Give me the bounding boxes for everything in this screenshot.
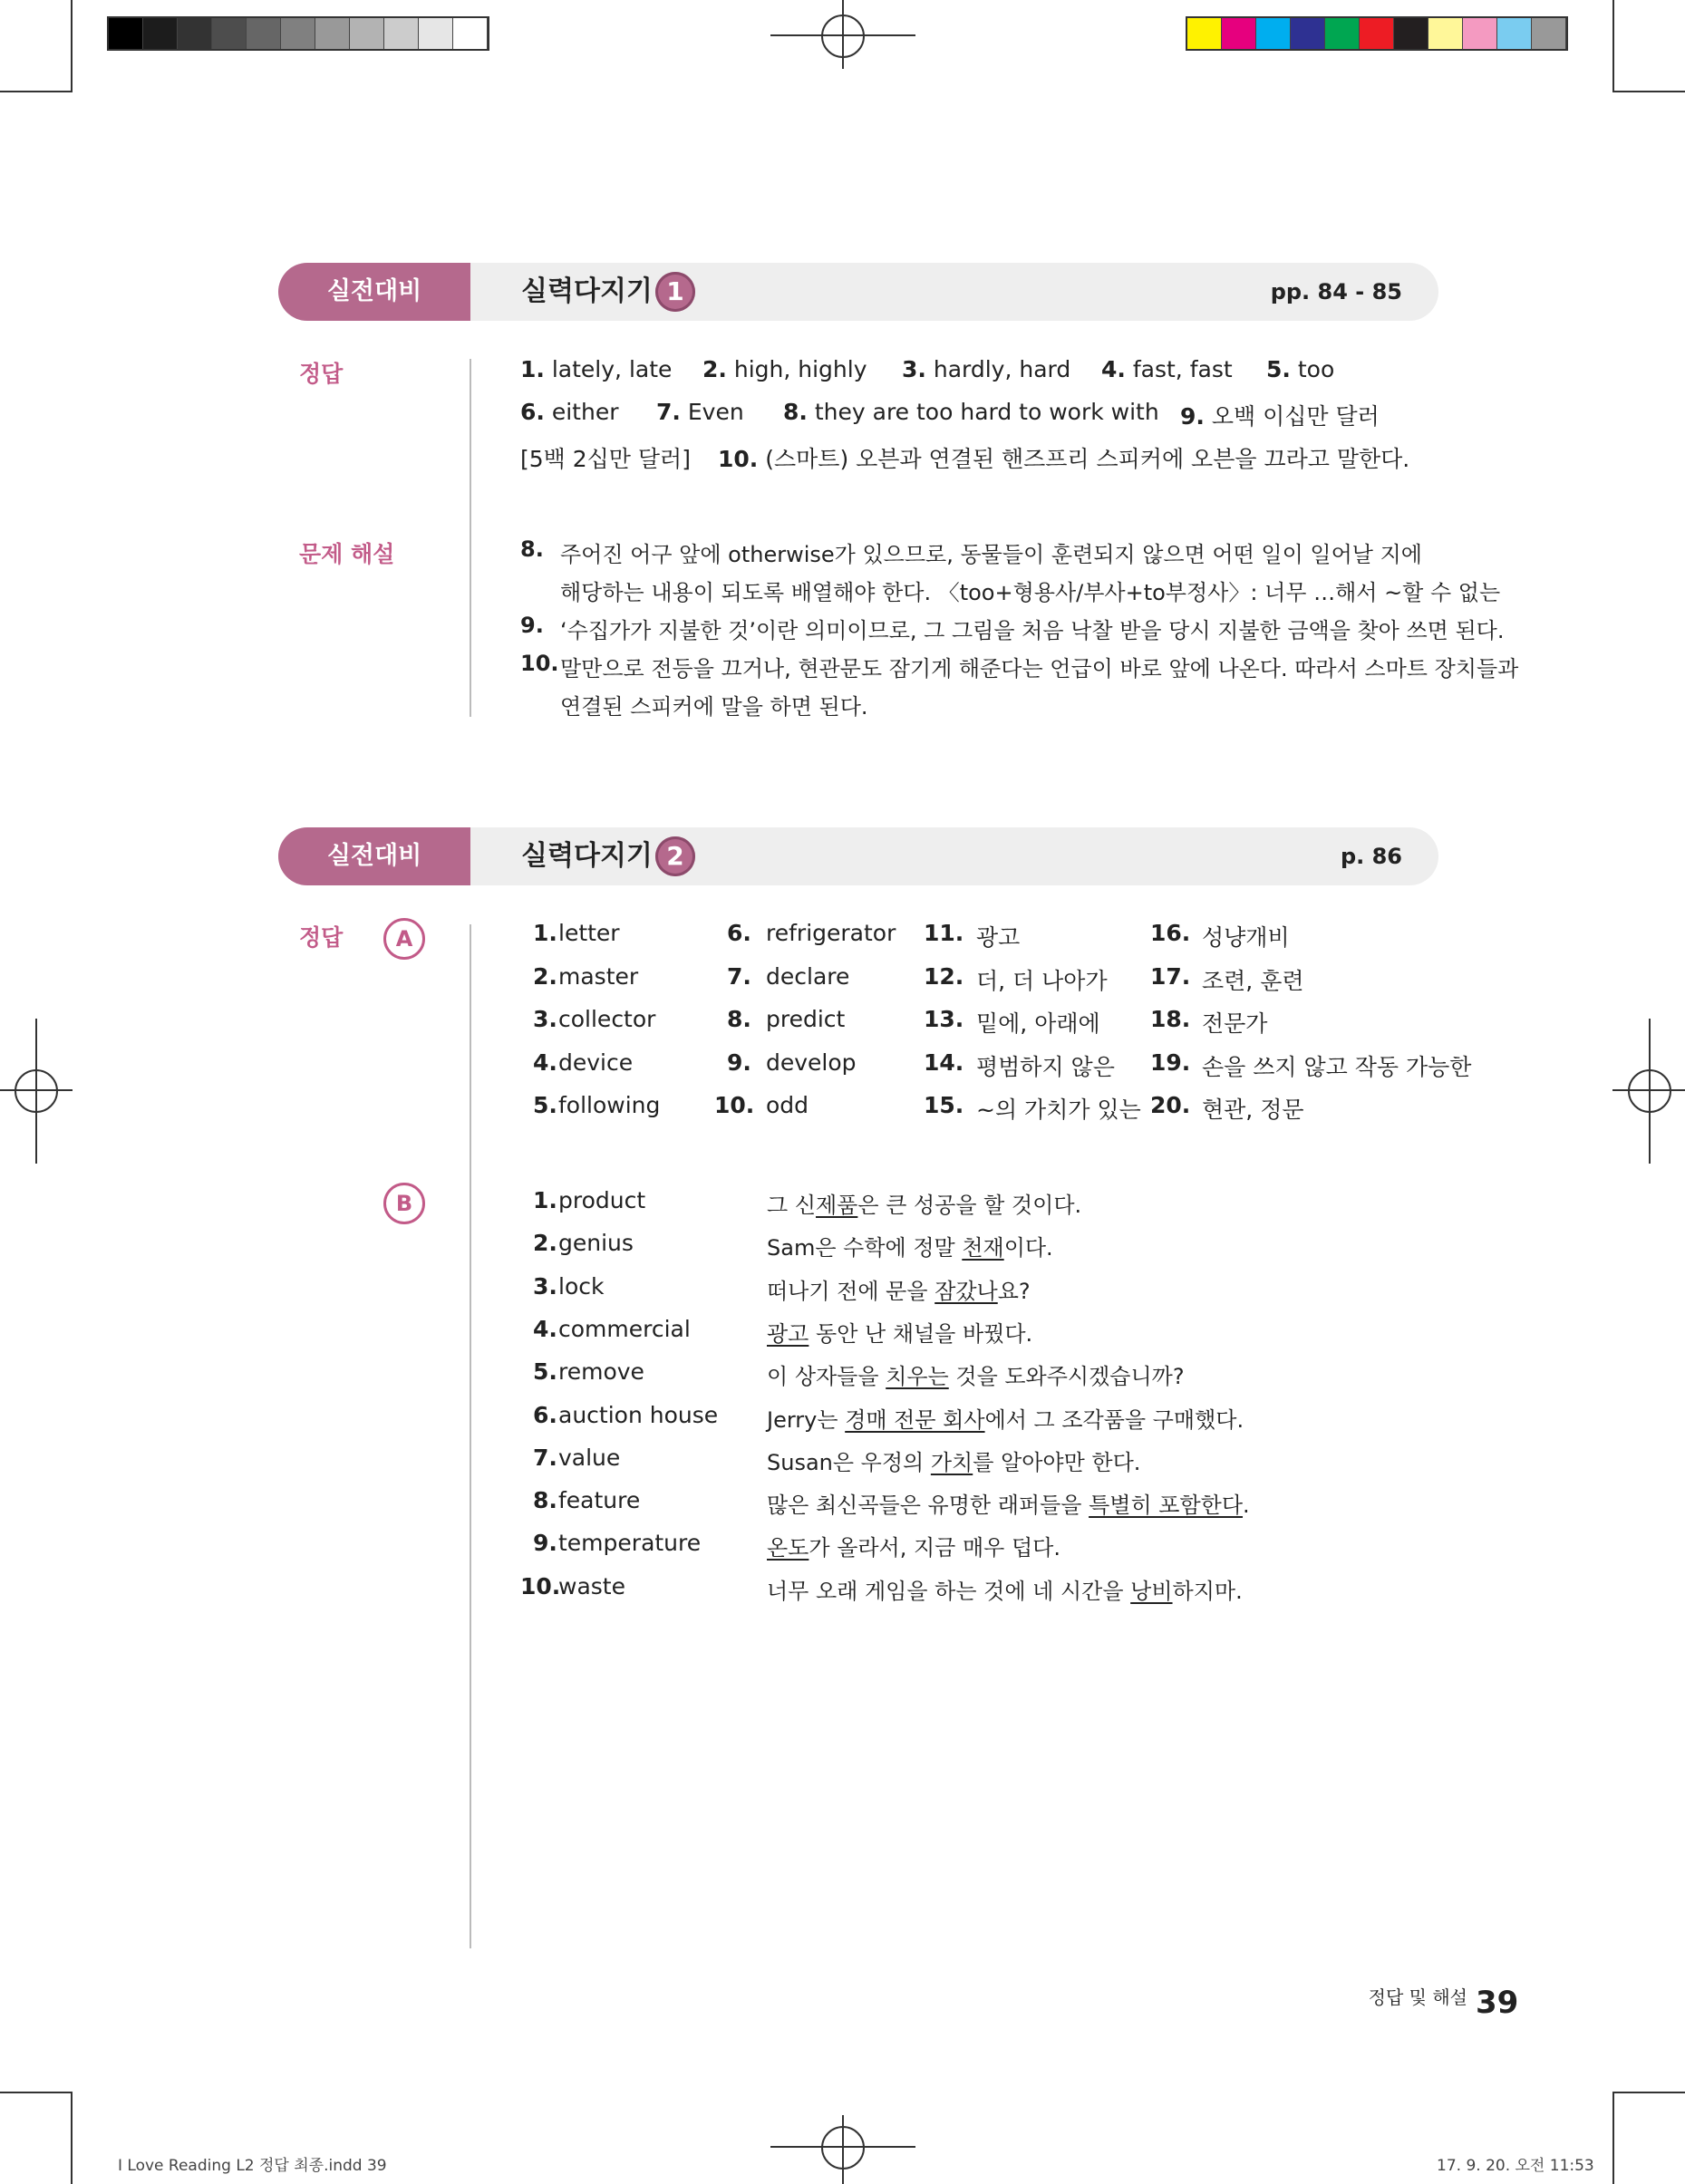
section-title: 실력다지기 bbox=[521, 840, 653, 872]
answer-word: auction house bbox=[558, 1401, 719, 1428]
answer-number: 2. bbox=[533, 1230, 557, 1257]
explanation-text: 연결된 스피커에 말을 하면 된다. bbox=[560, 694, 868, 720]
answer-text: device bbox=[558, 1049, 634, 1076]
color-swatch-bar bbox=[1186, 16, 1568, 51]
color-swatch bbox=[1497, 18, 1532, 49]
sentence-post: 를 알아야만 한다. bbox=[973, 1449, 1141, 1475]
sentence-pre: 많은 최신곡들은 유명한 래퍼들을 bbox=[767, 1493, 1089, 1519]
example-sentence bbox=[767, 1358, 1185, 1390]
answer-text: (스마트) 오븐과 연결된 핸즈프리 스피커에 오븐을 끄라고 말한다. bbox=[765, 446, 1410, 472]
example-sentence bbox=[767, 1230, 1053, 1261]
answer-item bbox=[520, 399, 619, 425]
answer-number: 2. bbox=[702, 356, 727, 382]
answer-word: temperature bbox=[558, 1530, 702, 1557]
answer-number: 6. bbox=[727, 920, 751, 946]
answer-item bbox=[1101, 356, 1233, 382]
answer-number: 6. bbox=[533, 1401, 557, 1428]
answer-number: 1. bbox=[533, 920, 557, 946]
answer-number: 10. bbox=[718, 446, 759, 472]
answer-number: 4. bbox=[533, 1315, 557, 1342]
answer-number: 20. bbox=[1150, 1092, 1191, 1118]
color-swatch bbox=[1222, 18, 1256, 49]
answer-text: either bbox=[551, 399, 619, 425]
example-sentence bbox=[767, 1316, 1032, 1348]
color-swatch bbox=[1428, 18, 1463, 49]
crop-mark bbox=[1612, 0, 1614, 92]
sentence-post: 하지마. bbox=[1172, 1578, 1243, 1604]
example-sentence bbox=[767, 1187, 1081, 1219]
sentence-pre: 너무 오래 게임을 하는 것에 네 시간을 bbox=[767, 1578, 1131, 1604]
crop-mark bbox=[0, 91, 73, 92]
page-reference: pp. 84 - 85 bbox=[1270, 279, 1402, 304]
answer-number: 7. bbox=[533, 1444, 557, 1471]
answer-number: 5. bbox=[1266, 356, 1291, 382]
slug-file-info: I Love Reading L2 정답 최종.indd 39 bbox=[118, 2157, 387, 2175]
answer-number: 2. bbox=[533, 962, 557, 990]
sentence-underlined: 특별히 포함한다 bbox=[1089, 1493, 1244, 1519]
answer-number: 7. bbox=[656, 399, 681, 425]
answer-text: Even bbox=[687, 399, 744, 425]
answer-text: ~의 가치가 있는 bbox=[976, 1097, 1141, 1123]
crop-mark bbox=[71, 0, 73, 92]
answer-number: 9. bbox=[727, 1049, 751, 1076]
answer-word: value bbox=[558, 1444, 621, 1471]
answer-item bbox=[1180, 399, 1380, 431]
color-swatch bbox=[1256, 18, 1291, 49]
section-tag: 실전대비 bbox=[278, 827, 470, 885]
color-swatch bbox=[1394, 18, 1428, 49]
answer-number: 11. bbox=[924, 920, 964, 946]
answer-text: too bbox=[1297, 356, 1335, 382]
page-reference: p. 86 bbox=[1340, 844, 1402, 869]
answer-text: 밑에, 아래에 bbox=[976, 1010, 1100, 1037]
answer-item bbox=[718, 441, 1409, 474]
gray-swatch bbox=[281, 18, 315, 49]
section-header-2 bbox=[278, 827, 1438, 885]
answer-word: lock bbox=[558, 1272, 605, 1300]
answer-number: 4. bbox=[533, 1049, 557, 1076]
registration-crosshair bbox=[35, 1019, 37, 1164]
answer-text: refrigerator bbox=[766, 920, 896, 946]
footer-label: 정답 및 해설 bbox=[1368, 1986, 1467, 2008]
answer-number: 5. bbox=[533, 1358, 557, 1386]
crop-mark bbox=[71, 2092, 73, 2184]
explanation-text: 해당하는 내용이 되도록 배열해야 한다. 〈too+형용사/부사+to부정사〉: 너무 …해서 ~할 수 없는 bbox=[560, 580, 1501, 605]
crop-mark bbox=[1612, 2092, 1614, 2184]
explanation-label: 문제 해설 bbox=[299, 541, 395, 567]
color-swatch bbox=[1360, 18, 1394, 49]
answer-number: 5. bbox=[533, 1092, 557, 1118]
sentence-post: 것을 도와주시겠습니까? bbox=[948, 1364, 1185, 1390]
gray-swatch bbox=[419, 18, 453, 49]
explanation-text: 주어진 어구 앞에 otherwise가 있으므로, 동물들이 훈련되지 않으면 어떤 일이 일어날 지에 bbox=[560, 542, 1422, 567]
example-sentence bbox=[767, 1273, 1031, 1305]
explanation-text: 말만으로 전등을 끄거나, 현관문도 잠기게 해준다는 언급이 바로 앞에 나온다. 따라서 스마트 장치들과 bbox=[560, 656, 1519, 681]
sentence-pre: 그 신 bbox=[767, 1193, 816, 1218]
answer-number: 8. bbox=[727, 1006, 751, 1032]
answer-text: letter bbox=[558, 920, 620, 946]
answer-item bbox=[783, 399, 1159, 425]
registration-crosshair bbox=[842, 2115, 844, 2184]
answer-number: 10. bbox=[520, 1572, 561, 1599]
section-header-1 bbox=[278, 263, 1438, 321]
answer-text: 조련, 훈련 bbox=[1202, 967, 1304, 994]
answer-number: 3. bbox=[533, 1272, 557, 1300]
answer-number: 9. bbox=[1180, 403, 1205, 430]
sentence-post: 이다. bbox=[1003, 1235, 1053, 1261]
part-b-badge: B bbox=[383, 1183, 425, 1224]
slug-date-info: 17. 9. 20. 오전 11:53 bbox=[1437, 2157, 1594, 2175]
sentence-underlined: 천재 bbox=[962, 1235, 1004, 1261]
sentence-pre: Sam은 수학에 정말 bbox=[767, 1235, 963, 1261]
gray-swatch bbox=[247, 18, 281, 49]
answer-text: hardly, hard bbox=[933, 356, 1071, 382]
column-divider bbox=[470, 924, 471, 1948]
answer-label: 정답 bbox=[299, 924, 344, 951]
answer-number: 15. bbox=[924, 1092, 964, 1118]
column-divider bbox=[470, 359, 471, 717]
sentence-pre: Jerry는 bbox=[767, 1406, 846, 1433]
answer-word: genius bbox=[558, 1230, 634, 1257]
answer-number: 13. bbox=[924, 1006, 964, 1032]
gray-swatch bbox=[143, 18, 178, 49]
answer-text: lately, late bbox=[551, 356, 673, 382]
sentence-underlined: 가치 bbox=[930, 1449, 973, 1475]
example-sentence bbox=[767, 1445, 1140, 1476]
explanation-number: 9. bbox=[520, 613, 544, 638]
section-title: 실력다지기 bbox=[521, 275, 653, 307]
part-a-badge: A bbox=[383, 918, 425, 960]
answer-number: 8. bbox=[533, 1487, 557, 1514]
answer-number: 1. bbox=[533, 1187, 557, 1213]
page-number: 39 bbox=[1476, 1985, 1519, 2021]
answer-text: following bbox=[558, 1092, 661, 1118]
sentence-post: 동안 난 채널을 바꿨다. bbox=[809, 1320, 1033, 1347]
answer-number: 10. bbox=[714, 1092, 755, 1118]
answer-number: 3. bbox=[533, 1006, 557, 1032]
answer-text: 성냥개비 bbox=[1202, 924, 1290, 951]
sentence-pre: 떠나기 전에 문을 bbox=[767, 1278, 935, 1304]
answer-number: 7. bbox=[727, 962, 751, 990]
answer-text: 현관, 정문 bbox=[1202, 1097, 1304, 1123]
color-swatch bbox=[1291, 18, 1325, 49]
color-swatch bbox=[1463, 18, 1497, 49]
section-number-badge: 1 bbox=[655, 272, 695, 312]
sentence-pre: 이 상자들을 bbox=[767, 1364, 886, 1390]
answer-number: 17. bbox=[1150, 962, 1191, 990]
sentence-underlined: 치우는 bbox=[886, 1364, 949, 1390]
answer-number: 16. bbox=[1150, 920, 1191, 946]
gray-swatch bbox=[350, 18, 384, 49]
color-swatch bbox=[1325, 18, 1360, 49]
gray-swatch bbox=[109, 18, 143, 49]
answer-text: fast, fast bbox=[1132, 356, 1233, 382]
answer-text: 평범하지 않은 bbox=[976, 1053, 1115, 1080]
answer-word: feature bbox=[558, 1487, 641, 1514]
example-sentence bbox=[767, 1530, 1060, 1561]
answer-item bbox=[902, 356, 1070, 382]
sentence-underlined: 낭비 bbox=[1130, 1578, 1173, 1604]
crop-mark bbox=[0, 2092, 73, 2093]
explanation-number: 8. bbox=[520, 536, 544, 562]
answer-number: 18. bbox=[1150, 1006, 1191, 1032]
answer-text: 손을 쓰지 않고 작동 가능한 bbox=[1202, 1053, 1472, 1080]
answer-word: product bbox=[558, 1187, 646, 1213]
answer-number: 1. bbox=[520, 356, 545, 382]
color-swatch bbox=[1532, 18, 1566, 49]
answer-text: odd bbox=[766, 1092, 809, 1118]
answer-text: master bbox=[558, 962, 639, 990]
example-sentence bbox=[767, 1402, 1244, 1434]
answer-number: 4. bbox=[1101, 356, 1126, 382]
answer-number: 14. bbox=[924, 1049, 964, 1076]
color-swatch bbox=[1187, 18, 1222, 49]
answer-word: commercial bbox=[558, 1315, 691, 1342]
section-tag: 실전대비 bbox=[278, 263, 470, 321]
answer-word: waste bbox=[558, 1572, 625, 1599]
answer-number: 9. bbox=[533, 1530, 557, 1557]
crop-mark bbox=[1612, 91, 1685, 92]
answer-number: 19. bbox=[1150, 1049, 1191, 1076]
registration-crosshair bbox=[842, 0, 844, 69]
answer-text: collector bbox=[558, 1006, 656, 1032]
sentence-post: 은 큰 성공을 할 것이다. bbox=[857, 1193, 1082, 1218]
sentence-pre: Susan은 우정의 bbox=[767, 1449, 931, 1475]
sentence-underlined: 제품 bbox=[816, 1193, 858, 1218]
answer-number: 6. bbox=[520, 399, 545, 425]
answer-text: predict bbox=[766, 1006, 846, 1032]
gray-swatch bbox=[453, 18, 488, 49]
answer-number: 12. bbox=[924, 962, 964, 990]
answer-word: remove bbox=[558, 1358, 644, 1386]
gray-swatch bbox=[178, 18, 212, 49]
answer-item bbox=[702, 356, 867, 382]
answer-text: they are too hard to work with bbox=[814, 399, 1159, 425]
answer-number: 3. bbox=[902, 356, 926, 382]
sentence-post: 가 올라서, 지금 매우 덥다. bbox=[809, 1535, 1060, 1561]
answer-text: 더, 더 나아가 bbox=[976, 967, 1108, 994]
answer-item bbox=[1266, 356, 1334, 382]
sentence-post: . bbox=[1243, 1493, 1250, 1519]
sentence-underlined: 온도 bbox=[767, 1535, 809, 1561]
example-sentence bbox=[767, 1487, 1250, 1519]
answer-text: high, highly bbox=[733, 356, 867, 382]
sentence-underlined: 경매 전문 회사 bbox=[845, 1406, 985, 1433]
gray-swatch bbox=[212, 18, 247, 49]
gray-swatch bbox=[384, 18, 419, 49]
explanation-number: 10. bbox=[520, 651, 559, 676]
answer-text: 광고 bbox=[976, 924, 1021, 951]
crop-mark bbox=[1612, 2092, 1685, 2093]
sentence-underlined: 광고 bbox=[767, 1320, 809, 1347]
example-sentence bbox=[767, 1573, 1243, 1605]
sentence-underlined: 잠갔나 bbox=[934, 1278, 998, 1304]
answer-item bbox=[656, 399, 744, 425]
answer-text: develop bbox=[766, 1049, 857, 1076]
answer-label: 정답 bbox=[299, 361, 344, 387]
registration-crosshair bbox=[1649, 1019, 1651, 1164]
answer-text: declare bbox=[766, 962, 850, 990]
answer-alt: [5백 2십만 달러] bbox=[520, 446, 691, 472]
sentence-post: 요? bbox=[997, 1278, 1031, 1304]
answer-text: 전문가 bbox=[1202, 1010, 1268, 1037]
section-number-badge: 2 bbox=[655, 836, 695, 876]
answer-text: 오백 이십만 달러 bbox=[1211, 403, 1380, 430]
gray-swatch-bar bbox=[107, 16, 489, 51]
gray-swatch bbox=[315, 18, 350, 49]
answer-number: 8. bbox=[783, 399, 808, 425]
answer-item bbox=[520, 356, 672, 382]
sentence-post: 에서 그 조각품을 구매했다. bbox=[984, 1406, 1244, 1433]
explanation-text: ‘수집가가 지불한 것’이란 의미이므로, 그 그림을 처음 낙찰 받을 당시 지불한 금액을 찾아 쓰면 된다. bbox=[560, 618, 1505, 643]
